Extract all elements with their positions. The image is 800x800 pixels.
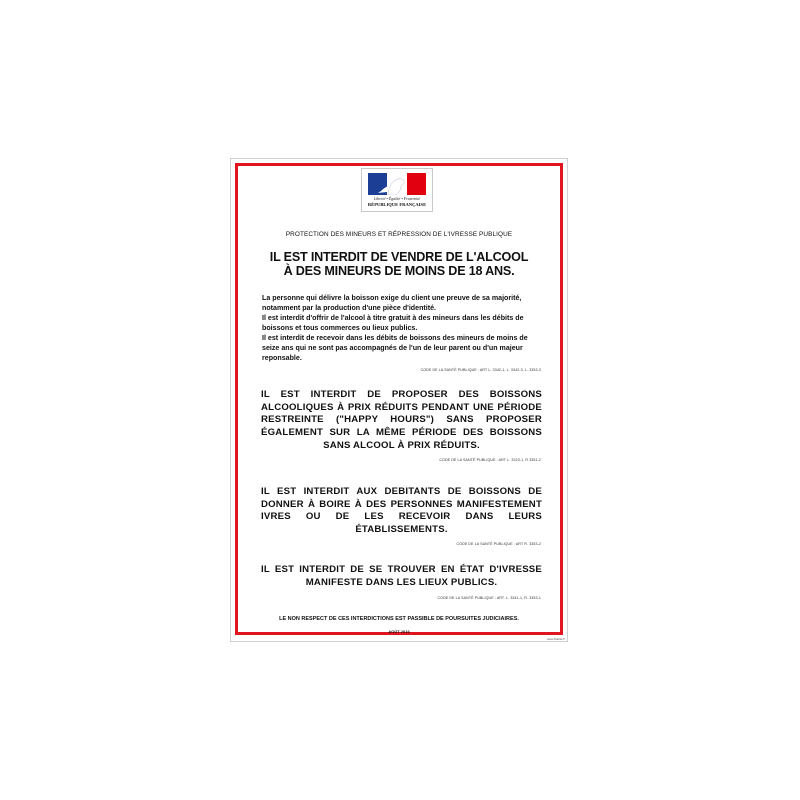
poster-date: AOÛT 2016 <box>388 629 410 634</box>
legal-reference-4: CODE DE LA SANTÉ PUBLIQUE : ART. L. 3341-1, R. 3353-1 <box>437 596 541 600</box>
headline-line-2: À DES MINEURS DE MOINS DE 18 ANS. <box>283 264 515 278</box>
website-link[interactable]: www.ilhabits.fr <box>547 637 565 641</box>
headline-line-1: IL EST INTERDIT DE VENDRE DE L'ALCOOL <box>269 250 529 264</box>
rule-block-public-drunkenness: IL EST INTERDIT DE SE TROUVER EN ÉTAT D'IVRESSE MANIFESTE DANS LES LIEUX PUBLICS. <box>261 564 542 588</box>
poster-supertitle: PROTECTION DES MINEURS ET RÉPRESSION DE L'IVRESSE PUBLIQUE <box>285 231 513 238</box>
marianne-flag-icon <box>368 173 426 195</box>
poster-footer: LE NON RESPECT DE CES INTERDICTIONS EST PASSIBLE DE POURSUITES JUDICIAIRES. <box>279 616 519 622</box>
republique-francaise-logo <box>361 168 433 212</box>
legal-reference-1: CODE DE LA SANTÉ PUBLIQUE : ART L. 3342-1, L. 3342-3, L. 3353-3 <box>420 368 541 372</box>
logo-name: RÉPUBLIQUE FRANÇAISE <box>367 202 427 207</box>
paragraph-free-alcohol: Il est interdit d'offrir de l'alcool à titre gratuit à des mineurs dans les débits de boissons et tous commerces ou lieux publics. <box>262 314 524 332</box>
rules-paragraphs <box>262 294 542 364</box>
legal-reference-3: CODE DE LA SANTÉ PUBLIQUE : ART R. 3353-2 <box>456 542 541 546</box>
rule-block-drunk-customers: IL EST INTERDIT AUX DEBITANTS DE BOISSONS DE DONNER À BOIRE À DES PERSONNES MANIFESTEMENT IVRES OU DE LES RECEVOIR DANS LEURS ÉTABLISSEMENTS. <box>261 486 542 536</box>
logo-motto: Liberté • Égalité • Fraternité <box>373 196 421 201</box>
paragraph-proof-of-age: La personne qui délivre la boisson exige du client une preuve de sa majorité, notamment par la production d'une pièce d'identité. <box>262 294 522 312</box>
poster-sheet <box>230 158 568 642</box>
paragraph-under-sixteen: Il est interdit de recevoir dans les débits de boissons des mineurs de moins de seize ans qui ne sont pas accompagnés de l'un de leur parent ou d'un majeur reponsable. <box>262 334 528 362</box>
legal-reference-2: CODE DE LA SANTÉ PUBLIQUE : ART L. 3323-1, R 3351-2 <box>439 458 541 462</box>
rule-block-happy-hours: IL EST INTERDIT DE PROPOSER DES BOISSONS ALCOOLIQUES À PRIX RÉDUITS PENDANT UNE PÉRIODE RESTREINTE ("HAPPY HOURS") SANS PROPOSER ÉGALEMENT SUR LA MÊME PÉRIODE DES BOISSONS SANS ALCOOL À PRIX RÉDUITS. <box>261 389 542 451</box>
poster-headline <box>241 250 557 278</box>
